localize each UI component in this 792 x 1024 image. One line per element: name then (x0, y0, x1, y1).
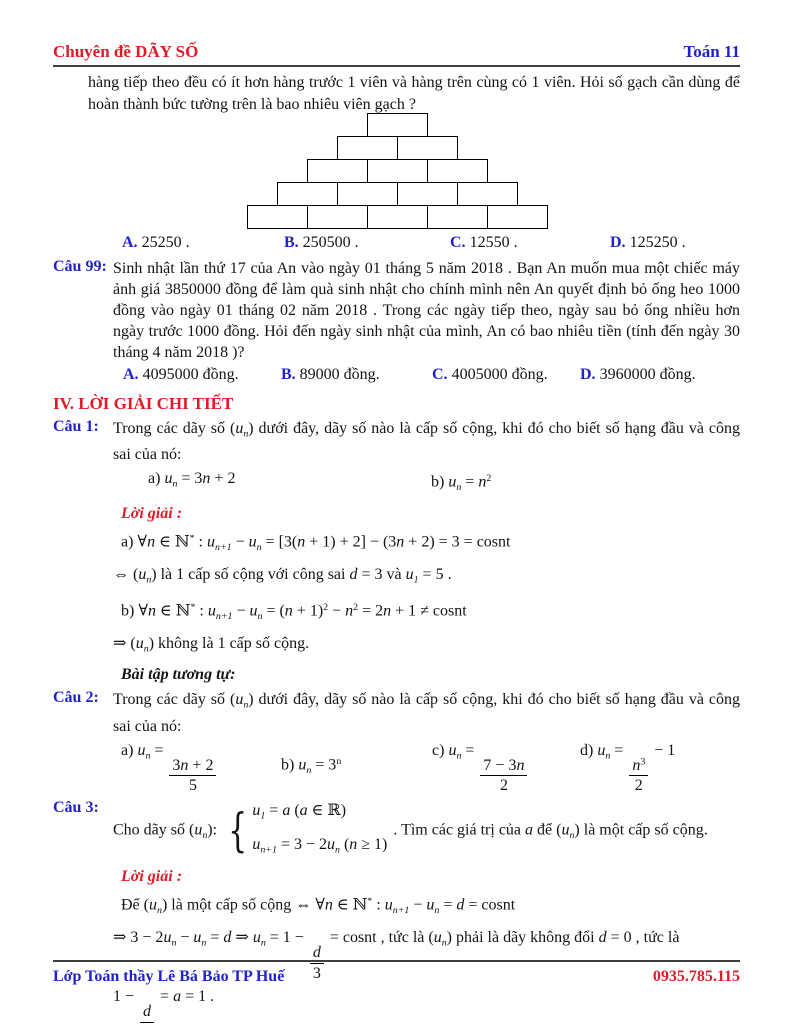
brick (457, 182, 518, 206)
answer-letter: C. (450, 234, 466, 251)
page-header (53, 42, 740, 67)
answer-text: 250500 . (298, 234, 359, 251)
section-heading: IV. LỜI GIẢI CHI TIẾT (53, 394, 234, 413)
brick (307, 159, 368, 183)
question-3 (53, 799, 740, 1024)
brick-pyramid-figure (53, 113, 740, 229)
brick-row (53, 159, 740, 183)
question-2 (53, 689, 740, 795)
question-1-stem: Trong các dãy số $(u_n)$ dưới đây, dãy số nào là cấp số cộng, khi đó cho biết số hạng đầu và công sai của nó: (113, 420, 741, 464)
option-d: d) $u_n$ = $\frac{n^3}{2}$ − 1 (580, 741, 676, 795)
brick (247, 205, 308, 229)
page-footer (53, 960, 740, 986)
brick (277, 182, 338, 206)
answer-text: 3960000 đồng. (595, 366, 696, 383)
brick-row (53, 182, 740, 206)
answer-option (123, 364, 281, 386)
question-99-answer-row (113, 364, 740, 386)
question-99 (53, 258, 740, 386)
question-99-body (113, 258, 740, 386)
brick (397, 136, 458, 160)
question-3-body (113, 799, 740, 1024)
question-2-body (113, 689, 740, 795)
question-1-body (113, 418, 740, 685)
solution-line: Để $(u_n)$ là một cấp số cộng ⇔ ∀n ∈ ℕ* : $u_{n+1} - u_n = d$ = cosnt (121, 895, 516, 916)
similar-exercises-heading: Bài tập tương tự: (121, 666, 236, 684)
solution-line: b) ∀n ∈ ℕ* : $u_{n+1} - u_n = (n + 1)^2 - n^2 = 2n + 1$ ≠ cosnt (121, 601, 467, 622)
header-topic: Chuyên đề DÃY SỐ (53, 42, 199, 61)
question-3-number: Câu 3: (53, 799, 99, 817)
question-99-number: Câu 99: (53, 258, 107, 275)
brick (427, 159, 488, 183)
answer-letter: D. (610, 234, 626, 251)
solution-line: 1 − d = a = 1 . (113, 985, 740, 1024)
answer-option (610, 232, 740, 254)
footer-class-name: Lớp Toán thầy Lê Bá Bảo TP Huế (53, 968, 285, 985)
question-1 (53, 418, 740, 685)
brick-row (53, 136, 740, 160)
brick (337, 136, 398, 160)
answer-option (432, 364, 580, 386)
answer-letter: B. (284, 234, 299, 251)
brick-row (53, 113, 740, 137)
answer-option (281, 364, 432, 386)
answer-option (580, 364, 740, 386)
question-2-number: Câu 2: (53, 689, 99, 707)
brick (397, 182, 458, 206)
question-3-stem: Cho dãy số $(u_n)$: { $u_1 = a$ (a ∈ ℝ) $u_{n+1} = 3 - 2u_n$ (n ≥ 1) . Tìm các giá trị của a để $(u_n)$ là một cấp số cộng. (113, 802, 708, 858)
answer-letter: B. (281, 366, 296, 383)
brick (367, 159, 428, 183)
option-b: b) $u_n = 3^n$ (281, 756, 342, 777)
answer-text: 125250 . (625, 234, 686, 251)
solution-line: ⇒ $3 - 2u_n - u_n = d$ ⇒ $u_n = 1$ − $\frac{d}{3}$ = cosnt , tức là $(u_n)$ phải là dãy không đổi d = 0 , tức là (113, 928, 680, 982)
answer-text: 89000 đồng. (295, 366, 380, 383)
question-98-text: hàng tiếp theo đều có ít hơn hàng trước 1 viên và hàng trên cùng có 1 viên. Hỏi số gạch cần dùng để hoàn thành bức tường trên là bao nhiêu viên gạch ? (88, 74, 740, 113)
question-1-number: Câu 1: (53, 418, 99, 435)
question-98-answer-row (53, 232, 740, 254)
answer-letter: A. (123, 366, 139, 383)
brick-row (53, 205, 740, 229)
answer-letter: A. (122, 234, 138, 251)
solution-line: ⇔ $(u_n)$ là 1 cấp số cộng với công sai d = 3 và $u_1 = 5$ . (113, 566, 452, 586)
answer-text: 25250 . (137, 234, 190, 251)
header-grade: Toán 11 (683, 42, 740, 61)
question-1-options (113, 467, 740, 500)
brick (337, 182, 398, 206)
brick (307, 205, 368, 229)
question-2-options (113, 739, 740, 795)
answer-text: 12550 . (465, 234, 518, 251)
footer-phone-number: 0935.785.115 (652, 968, 740, 985)
answer-text: 4095000 đồng. (138, 366, 239, 383)
brick (427, 205, 488, 229)
question-99-text: Sinh nhật lần thứ 17 của An vào ngày 01 tháng 5 năm 2018 . Bạn An muốn mua một chiếc máy ảnh giá 3850000 đồng để làm quà sinh nhật cho chính mình nên An quyết định bỏ ống heo 1000 đồng vào ngày 01 tháng 02 năm 2018 . Trong các ngày tiếp theo, ngày sau bỏ ống nhiều hơn ngày trước 1000 đồng. Hỏi đến ngày sinh nhật của mình, An có bao nhiêu tiền (tính đến ngày 30 tháng 4 năm 2018 )? (113, 260, 740, 361)
brick (367, 113, 428, 137)
option-a: a) $u_n = 3n + 2$ (148, 470, 236, 490)
option-b: b) $u_n = n^2$ (431, 473, 492, 494)
solution-heading: Lời giải : (121, 867, 183, 885)
page-content (53, 72, 740, 1024)
answer-letter: C. (432, 366, 448, 383)
brick (367, 205, 428, 229)
option-a: a) $u_n$ = $\frac{3n + 2}{5}$ (121, 739, 281, 795)
answer-text: 4005000 đồng. (447, 366, 548, 383)
answer-option (284, 232, 450, 254)
solution-heading: Lời giải : (121, 505, 183, 523)
solution-line: a) ∀n ∈ ℕ* : $u_{n+1} - u_n = [3(n + 1) + 2] - (3n + 2) = 3$ = cosnt (121, 533, 511, 554)
answer-option (122, 232, 284, 254)
option-c: c) $u_n$ = $\frac{7 - 3n}{2}$ (432, 739, 580, 795)
solution-line: ⇒ $(u_n)$ không là 1 cấp số cộng. (113, 634, 310, 655)
question-2-stem: Trong các dãy số $(u_n)$ dưới đây, dãy số nào là cấp số cộng, khi đó cho biết số hạng đầu và công sai của nó: (113, 691, 741, 735)
answer-option (450, 232, 610, 254)
brick (487, 205, 548, 229)
answer-letter: D. (580, 366, 596, 383)
